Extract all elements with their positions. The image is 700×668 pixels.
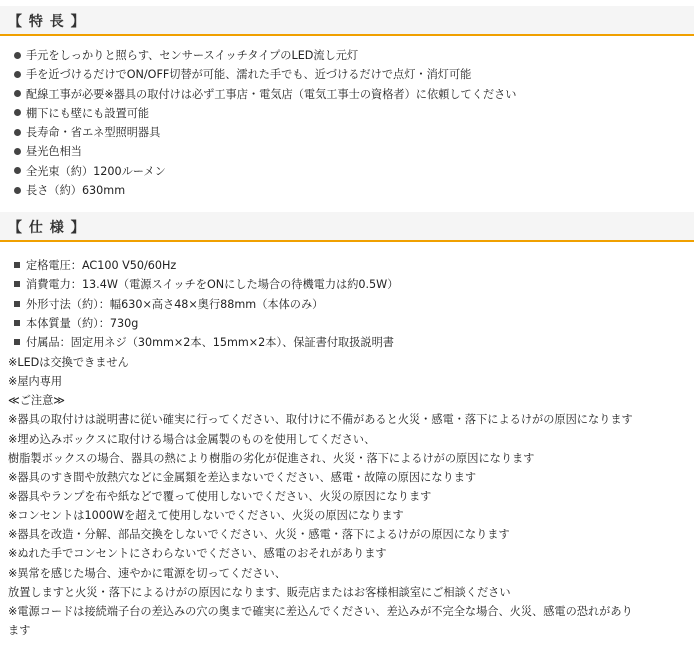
note-line: ※LEDは交換できません <box>8 356 129 369</box>
note-line: ます <box>8 623 31 637</box>
note-line: ※埋め込みボックスに取付ける場合は金属製のものを使用してください、 <box>8 432 376 446</box>
bullet-square-icon <box>14 281 20 287</box>
note-line: ※器具の取付けは説明書に従い確実に行ってください、取付けに不備があると火災・感電・落下によるけがの原因になります <box>8 413 633 427</box>
note-line: ※器具のすき間や放熱穴などに金属類を差込まないでください、感電・故障の原因になります <box>8 470 477 484</box>
specs-title: 【 仕 様 】 <box>8 220 86 236</box>
bullet-square-icon <box>14 339 20 345</box>
note-line: ※器具やランプを布や紙などで覆って使用しないでください、火災の原因になります <box>8 489 432 503</box>
bullet-dot-icon <box>14 167 21 174</box>
bullet-square-icon <box>14 320 20 326</box>
bullet-square-icon <box>14 262 20 268</box>
note-line: ※異常を感じた場合、速やかに電源を切ってください、 <box>8 566 286 580</box>
note-line: 樹脂製ボックスの場合、器具の熱により樹脂の劣化が促進され、火災・落下によるけがの原因になります <box>8 451 535 465</box>
bullet-dot-icon <box>14 148 21 155</box>
note-line: ※器具を改造・分解、部品交換をしないでください、火災・感電・落下によるけがの原因になります <box>8 528 510 542</box>
bullet-dot-icon <box>14 90 21 97</box>
specs-header <box>0 212 694 242</box>
features-header <box>0 6 694 36</box>
note-line: ※ぬれた手でコンセントにさわらないでください、感電のおそれがあります <box>8 547 387 561</box>
bullet-dot-icon <box>14 187 21 194</box>
bullet-dot-icon <box>14 71 21 78</box>
note-line: ※電源コードは接続端子台の差込みの穴の奥まで確実に差込んでください、差込みが不完全な場合、火災、感電の恐れがあり <box>8 604 633 618</box>
note-line: 放置しますと火災・落下によるけがの原因になります、販売店またはお客様相談室にご相談ください <box>8 585 511 599</box>
bullet-dot-icon <box>14 109 21 116</box>
note-line: ≪ご注意≫ <box>8 394 65 408</box>
bullet-dot-icon <box>14 52 21 59</box>
bullet-dot-icon <box>14 129 21 136</box>
note-line: ※コンセントは1000Wを超えて使用しないでください、火災の原因になります <box>8 509 404 523</box>
bullet-square-icon <box>14 301 20 307</box>
note-line: ※屋内専用 <box>8 375 63 389</box>
notes-list <box>8 353 633 640</box>
features-title: 【 特 長 】 <box>8 14 86 30</box>
